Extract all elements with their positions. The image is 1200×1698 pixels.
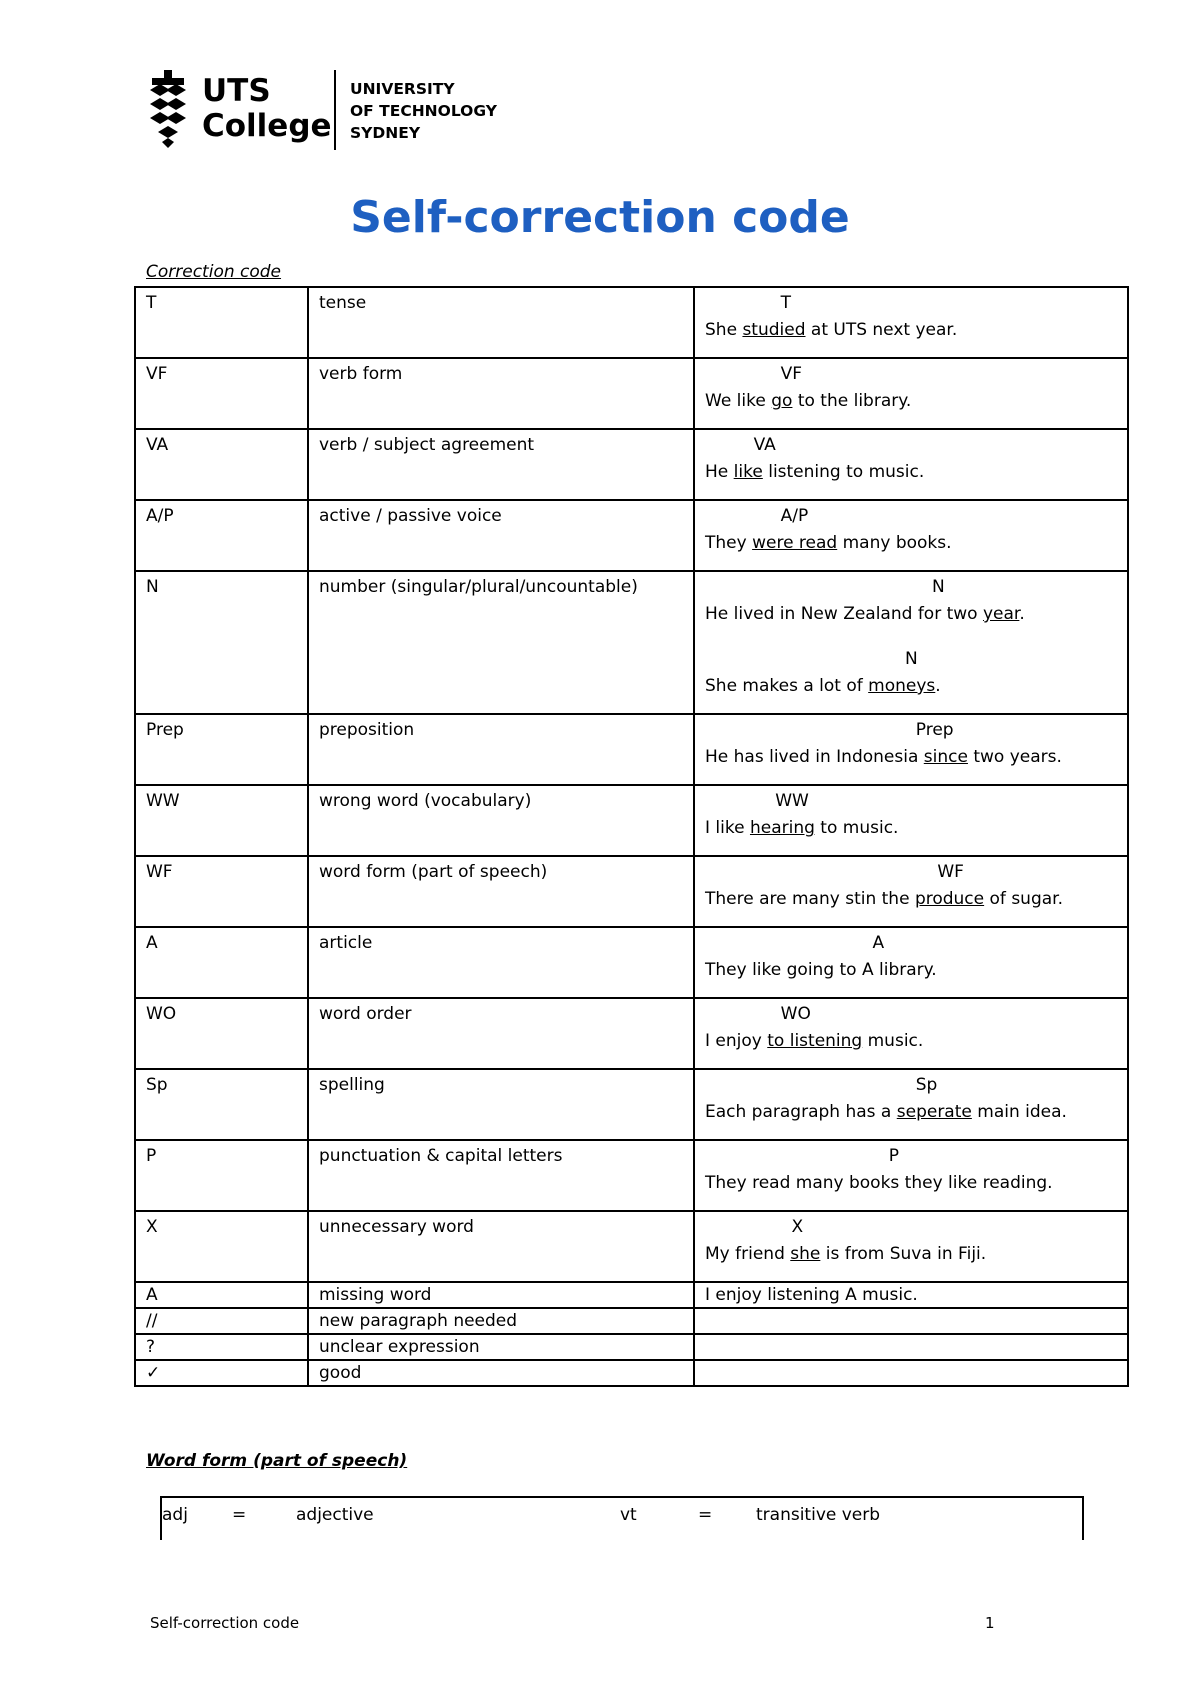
abbr-vt: vt [620,1505,637,1525]
logo-university-text [350,78,497,144]
error-mark: A [705,933,885,953]
code-cell: Prep [135,714,308,785]
meaning-cell: new paragraph needed [308,1308,694,1334]
logo-college-text: College [202,108,332,144]
meaning-cell: preposition [308,714,694,785]
error-mark: X [705,1217,804,1237]
error-mark: WO [705,1004,811,1024]
abbr-adj: adj [162,1505,188,1525]
example-cell [694,358,1128,429]
example-cell [694,500,1128,571]
example-text-post: of sugar. [984,889,1063,909]
table-row [135,429,1128,500]
full-transitive-verb: transitive verb [756,1505,881,1525]
example-error: studied [742,320,806,340]
example-text-pre: He [705,462,734,482]
check-icon: ✓ [135,1360,308,1386]
example-text-pre: He lived in New Zealand for two [705,604,983,624]
error-mark: VA [705,435,776,455]
example-text-post: at UTS next year. [805,320,958,340]
logo-uts-text: UTS [202,73,271,109]
example-text-post: listening to music. [762,462,925,482]
example-text-pre: We like [705,391,772,411]
table-row [135,1334,1128,1360]
example-text-pre: They like going to [705,960,862,980]
example-text-post: A library. [861,960,937,980]
footer-title: Self-correction code [150,1614,300,1632]
table-row [135,998,1128,1069]
example-cell [694,1360,1128,1386]
uts-college-logo [146,68,506,152]
error-mark: Prep [705,720,954,740]
code-cell: A/P [135,500,308,571]
page-title: Self-correction code [350,192,850,243]
example-cell [694,714,1128,785]
example2-text-pre: She makes a lot of [705,676,869,696]
error-mark: N [705,577,945,597]
example-text-pre: My friend [705,1244,791,1264]
meaning-cell: tense [308,287,694,358]
table-row [135,500,1128,571]
example-cell: I enjoy listening A music. [694,1282,1128,1308]
example-cell [694,998,1128,1069]
error-mark: WF [705,862,964,882]
example-cell [694,1211,1128,1282]
example-error: produce [914,889,985,909]
example-error: like [733,462,763,482]
code-cell: Sp [135,1069,308,1140]
example-cell [694,429,1128,500]
meaning-cell: unclear expression [308,1334,694,1360]
meaning-cell: active / passive voice [308,500,694,571]
example-text-pre: They read many books they like reading. [705,1173,1053,1193]
example-text-post: is from Suva in Fiji. [820,1244,987,1264]
example-cell [694,1334,1128,1360]
code-cell: A [135,1282,308,1308]
code-cell: VF [135,358,308,429]
code-cell: N [135,571,308,714]
table-row [135,1069,1128,1140]
example-error: were read [752,533,838,553]
meaning-cell: missing word [308,1282,694,1308]
table-row [135,785,1128,856]
meaning-cell: unnecessary word [308,1211,694,1282]
table-row [135,1211,1128,1282]
example-text-post: . [1019,604,1025,624]
page-number: 1 [985,1614,995,1632]
example-error: hearing [749,818,815,838]
table-row [135,571,1128,714]
meaning-cell: verb form [308,358,694,429]
error-mark-2: N [705,649,918,669]
meaning-cell: word form (part of speech) [308,856,694,927]
example-text-post: to the library. [792,391,912,411]
example-cell [694,785,1128,856]
code-cell: // [135,1308,308,1334]
correction-code-table [134,286,1129,1387]
example-text-post: main idea. [971,1102,1067,1122]
error-mark: T [705,293,792,313]
example-text-post: to music. [814,818,899,838]
example-text-pre: He has lived in Indonesia [705,747,924,767]
example-text-pre: There are many stin the [705,889,915,909]
example-text-post: two years. [967,747,1062,767]
example-text-pre: They [705,533,753,553]
meaning-cell: good [308,1360,694,1386]
logo-uni-line1: UNIVERSITY [350,80,455,98]
example-cell [694,1308,1128,1334]
example-error: to listening [767,1031,863,1051]
example-error: go [771,391,793,411]
code-cell: X [135,1211,308,1282]
logo-uni-line2: OF TECHNOLOGY [350,102,497,120]
uts-crest-icon [146,70,190,150]
full-adjective: adjective [296,1505,374,1525]
example2-text-post: . [935,676,941,696]
meaning-cell: wrong word (vocabulary) [308,785,694,856]
example-cell [694,1140,1128,1211]
table-row [135,1282,1128,1308]
meaning-cell: number (singular/plural/uncountable) [308,571,694,714]
code-cell: WW [135,785,308,856]
meaning-cell: punctuation & capital letters [308,1140,694,1211]
example-error: she [790,1244,821,1264]
code-cell: ? [135,1334,308,1360]
example2-error: moneys [868,676,936,696]
example-error: since [923,747,968,767]
example-text-pre: I enjoy [705,1031,768,1051]
word-form-heading: Word form (part of speech) [146,1451,408,1471]
table-row [135,927,1128,998]
logo-uni-line3: SYDNEY [350,124,421,142]
example-cell [694,927,1128,998]
table-row [135,1140,1128,1211]
error-mark: Sp [705,1075,938,1095]
word-form-table [160,1496,1084,1540]
example-text-post: many books. [837,533,952,553]
correction-code-heading: Correction code [146,262,282,282]
error-mark: P [705,1146,899,1166]
table-row [135,1308,1128,1334]
example-error: year [982,604,1020,624]
table-row [135,287,1128,358]
error-mark: VF [705,364,803,384]
table-row [135,358,1128,429]
code-cell: WF [135,856,308,927]
example-cell [694,571,1128,714]
example-text-pre: She [705,320,743,340]
code-cell: WO [135,998,308,1069]
equals-sign: = [698,1505,713,1525]
error-mark: WW [705,791,809,811]
example-cell [694,856,1128,927]
meaning-cell: spelling [308,1069,694,1140]
code-cell: P [135,1140,308,1211]
logo-divider [334,70,336,150]
meaning-cell: verb / subject agreement [308,429,694,500]
example-error: seperate [896,1102,972,1122]
error-mark: A/P [705,506,809,526]
meaning-cell: article [308,927,694,998]
example-text-pre: I like [705,818,750,838]
example-cell [694,287,1128,358]
example-cell [694,1069,1128,1140]
table-row [135,856,1128,927]
example-text-post: music. [862,1031,924,1051]
example-text-pre: Each paragraph has a [705,1102,897,1122]
meaning-cell: word order [308,998,694,1069]
table-row [135,1360,1128,1386]
code-cell: VA [135,429,308,500]
code-cell: A [135,927,308,998]
equals-sign: = [232,1505,247,1525]
table-row [135,714,1128,785]
code-cell: T [135,287,308,358]
